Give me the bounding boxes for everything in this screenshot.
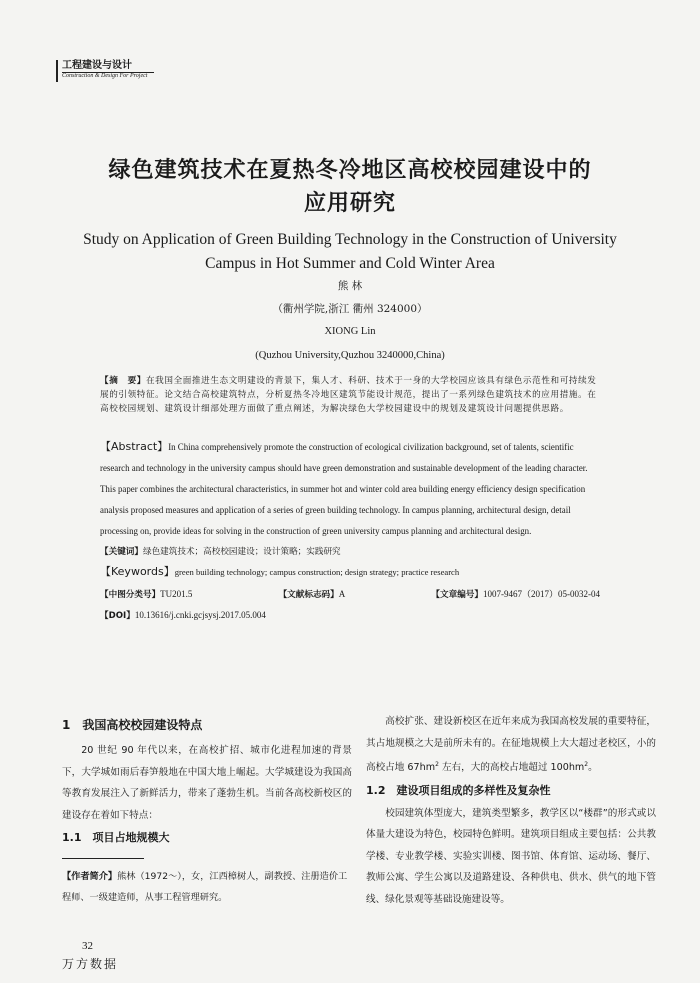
author-footnote (62, 866, 352, 908)
document-code: 【文献标志码】A (278, 589, 346, 600)
doi-value: 10.13616/j.cnki.gcjsysj.2017.05.004 (134, 610, 266, 620)
body-paragraph: 校园建筑体型庞大，建筑类型繁多，教学区以“楼群”的形式或以体量大建设为特色，校园特色鲜明。建筑项目组成主要包括：公共教学楼、专业教学楼、实验实训楼、图书馆、体育馆、运动场、餐厅、教师公寓、学生公寓以及道路建设、各种供电、供水、供气的地下管线、绿化景观等基础设施建设等。 (366, 807, 656, 905)
abstract-cn (100, 374, 600, 416)
subsection-heading-1-1: 1.1 项目占地规模大 (62, 831, 170, 844)
journal-section-title: 工程建设与设计 (62, 60, 132, 71)
keywords-en-text: green building technology; campus construction; design strategy; practice research (174, 567, 460, 577)
running-head (62, 60, 147, 80)
affiliation-cn: （衢州学院,浙江 衢州 324000） (272, 303, 428, 315)
doi-line (100, 608, 600, 623)
running-head-rule (62, 72, 154, 73)
clc-number: 【中图分类号】TU201.5 (100, 589, 193, 600)
doi-label: 【DOI】 (100, 611, 135, 621)
title-en-line-2: Campus in Hot Summer and Cold Winter Area (205, 255, 495, 272)
author-cn: 熊 林 (337, 280, 363, 292)
title-cn-line-2: 应用研究 (303, 191, 396, 216)
page-number: 32 (82, 940, 93, 952)
abstract-en-label: 【Abstract】 (100, 440, 169, 453)
title-cn-line-1: 绿色建筑技术在夏热冬冷地区高校校园建设中的 (108, 158, 592, 183)
keywords-cn-label: 【关键词】 (100, 547, 143, 557)
body-paragraph: 20 世纪 90 年代以来，在高校扩招、城市化进程加速的背景下，大学城如雨后春笋般地在中国大地上崛起。大学城建设为我国高等教育发展注入了新鲜活力，带来了蓬勃生机。当前各高校新校区的建设存在着如下特点： (62, 745, 352, 821)
keywords-en-label: 【Keywords】 (100, 565, 175, 578)
title-en-line-1: Study on Application of Green Building Technology in the Construction of University (83, 231, 617, 248)
running-head-bar (56, 60, 58, 82)
keywords-en (100, 565, 600, 579)
footnote-label: 【作者简介】 (62, 871, 118, 882)
article-number: 【文章编号】1007-9467（2017）05-0032-04 (431, 589, 600, 600)
author-en: XIONG Lin (324, 326, 376, 337)
abstract-en-text: In China comprehensively promote the construction of ecological civilization background, set of talents, scientific research and technology in the university campus should have green demonstration and sustainable development of the leading character. This paper combines the architectural characteristics, in summer hot and winter cold area building energy efficiency design specification analysis proposed measures and application of a series of green building technology. In campus planning, architectural design, detail processing on, provide ideas for solving in the construction of green university campus planning and architectural design. (100, 442, 588, 536)
right-column (366, 711, 656, 910)
subsection-heading-1-2: 1.2 建设项目组成的多样性及复杂性 (366, 783, 551, 797)
left-column (62, 716, 352, 846)
abstract-cn-text: 在我国全面推进生态文明建设的背景下，集人才、科研、技术于一身的大学校园应该具有绿色示范性和可持续发展的引领特征。论文结合高校建筑特点，分析夏热冬冷地区建筑节能设计规范，提出了一系列绿色建筑技术的应用措施。在高校校园规划、建筑设计细部处理方面做了重点阐述，为解决绿色大学校园建设中的规划及建筑设计问题提供思路。 (100, 376, 597, 414)
keywords-cn-text: 绿色建筑技术；高校校园建设；设计策略；实践研究 (142, 547, 341, 557)
watermark: 万方数据 (62, 957, 119, 971)
affiliation-en: (Quzhou University,Quzhou 3240000,China) (255, 350, 445, 361)
keywords-cn (100, 545, 600, 559)
footnote-rule (62, 858, 144, 859)
body-paragraph: 高校扩张、建设新校区在近年来成为我国高校发展的重要特征，其占地规模之大是前所未有的。在征地规模上大大超过老校区，小的高校占地 $67hm^2$ 左右，大的高校占地超过 $100hm^2$。 (366, 716, 656, 774)
journal-section-subtitle: Construction & Design For Project (62, 73, 148, 79)
classification-row (100, 587, 600, 602)
footnote-text: 熊林（1972～），女，江西樟树人，副教授、注册造价工程师、一级建造师，从事工程管理研究。 (62, 871, 348, 903)
section-heading-1: 1 我国高校校园建设特点 (62, 718, 203, 732)
abstract-cn-label: 【摘 要】 (100, 376, 146, 386)
abstract-en (100, 436, 600, 542)
